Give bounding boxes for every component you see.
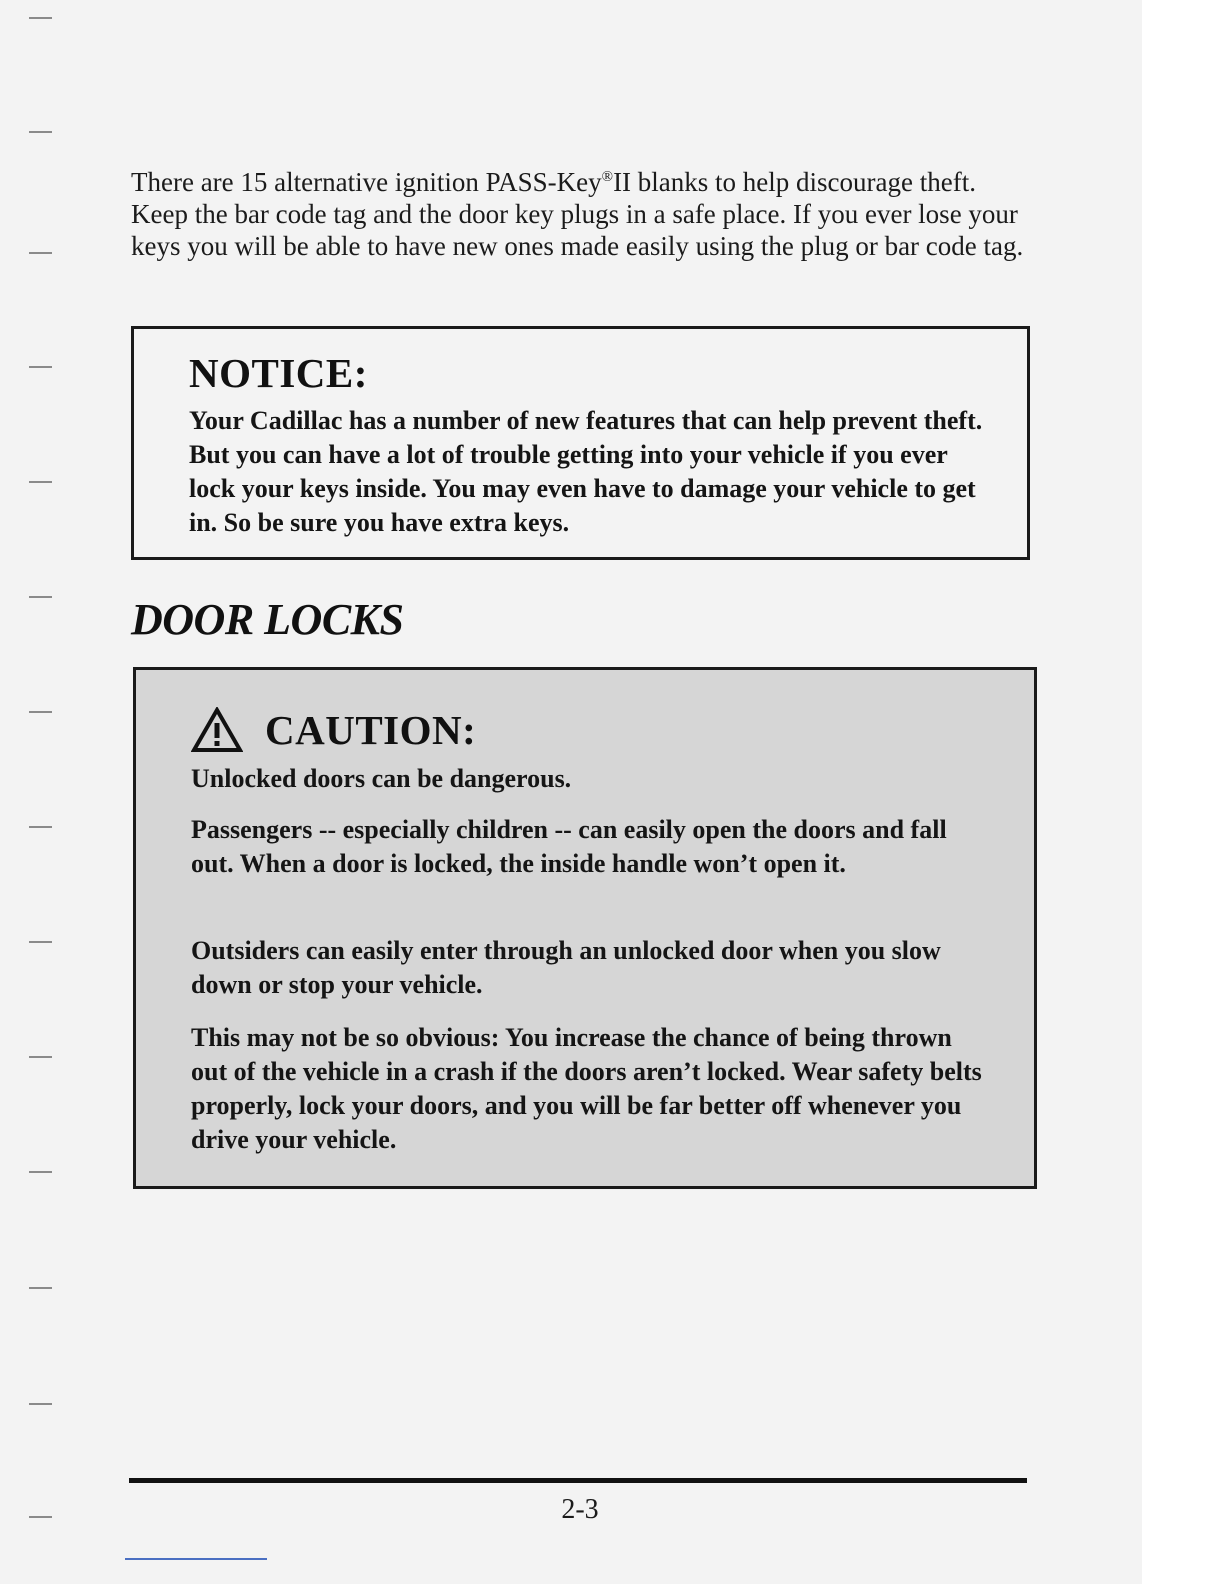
notice-body: Your Cadillac has a number of new features that can help prevent theft. But you can have a lot of trouble getting into your vehicle if you ever lock your keys inside. You may even have to damage your vehicle to get in. So be sure you have extra keys. <box>189 406 983 537</box>
margin-tick <box>29 1287 52 1289</box>
margin-tick <box>29 481 52 483</box>
caution-paragraph: Unlocked doors can be dangerous. <box>191 764 572 793</box>
margin-tick <box>29 826 52 828</box>
caution-title: CAUTION: <box>265 707 477 753</box>
intro-text-start: There are 15 alternative ignition PASS-Key <box>131 167 602 197</box>
section-heading: DOOR LOCKS <box>131 595 404 644</box>
margin-tick <box>29 366 52 368</box>
caution-header <box>191 706 476 754</box>
notice-box <box>131 326 1030 560</box>
footer-rule <box>129 1478 1027 1483</box>
warning-triangle-icon <box>191 707 243 753</box>
bottom-link-underline <box>125 1558 267 1560</box>
caution-paragraph: Passengers -- especially children -- can easily open the doors and fall out. When a door is locked, the inside handle won’t open it. <box>191 815 947 878</box>
notice-title: NOTICE: <box>189 350 368 396</box>
caution-paragraph: Outsiders can easily enter through an unlocked door when you slow down or stop your vehicle. <box>191 936 941 999</box>
margin-tick <box>29 1056 52 1058</box>
registered-mark: ® <box>601 169 614 185</box>
margin-tick <box>29 17 52 19</box>
margin-tick <box>29 596 52 598</box>
margin-tick <box>29 1171 52 1173</box>
margin-tick <box>29 711 52 713</box>
intro-text-end: II blanks to help discourage theft. Keep the bar code tag and the door key plugs in a safe place. If you ever lose your keys you will be able to have new ones made easily using the plug or bar code tag. <box>131 167 1024 261</box>
page-number: 2-3 <box>561 1494 599 1525</box>
margin-tick <box>29 252 52 254</box>
caution-paragraph: This may not be so obvious: You increase the chance of being thrown out of the vehicle in a crash if the doors aren’t locked. Wear safety belts properly, lock your doors, and you will be far better off whenever you drive your vehicle. <box>191 1023 982 1154</box>
caution-box <box>133 667 1037 1189</box>
margin-tick <box>29 1403 52 1405</box>
intro-paragraph <box>131 166 1031 262</box>
margin-tick <box>29 131 52 133</box>
margin-tick <box>29 941 52 943</box>
